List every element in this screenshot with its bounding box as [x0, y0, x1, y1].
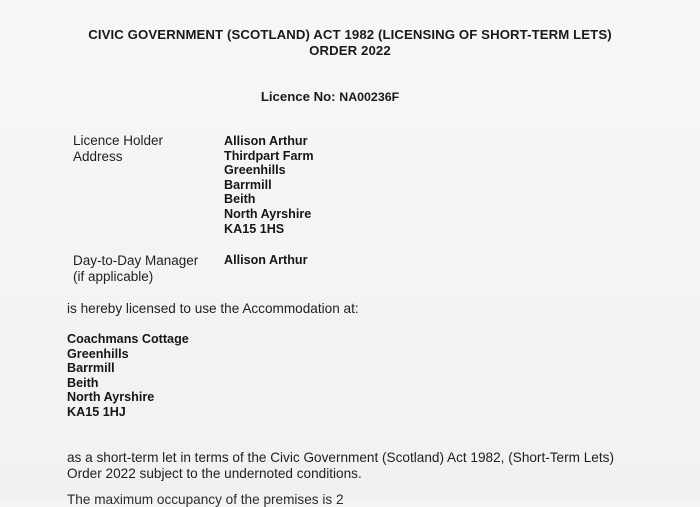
- accommodation-line: Beith: [67, 375, 99, 390]
- manager-label-note: (if applicable): [73, 269, 154, 284]
- terms-text-line-2: Order 2022 subject to the undernoted conditions.: [67, 466, 362, 481]
- holder-address-line: Beith: [224, 192, 256, 207]
- holder-address-line: KA15 1HS: [224, 221, 285, 236]
- accommodation-line: Barrmill: [67, 361, 115, 376]
- licence-number-value: NA00236F: [339, 90, 400, 104]
- licence-holder-name: Allison Arthur: [224, 134, 308, 148]
- accommodation-address: [67, 332, 189, 420]
- document-title-line-2: ORDER 2022: [309, 43, 391, 58]
- licence-number-label: Licence No:: [260, 89, 336, 104]
- licence-holder-label: Licence Holder: [73, 133, 164, 148]
- accommodation-line: KA15 1HJ: [67, 404, 126, 419]
- holder-address-line: Barrmill: [224, 177, 272, 192]
- document-title-line-1: CIVIC GOVERNMENT (SCOTLAND) ACT 1982 (LICENSING OF SHORT-TERM LETS): [88, 27, 612, 42]
- manager-label: Day-to-Day Manager: [73, 253, 199, 268]
- holder-address-line: Greenhills: [224, 163, 286, 178]
- occupancy-text-partial: The maximum occupancy of the premises is 2: [67, 492, 344, 507]
- holder-address-line: North Ayrshire: [224, 206, 312, 221]
- licence-holder-details: [224, 134, 314, 236]
- licence-number-line: [0, 89, 660, 104]
- terms-text-line-1: as a short-term let in terms of the Civic Government (Scotland) Act 1982, (Short-Term Lets): [67, 450, 614, 465]
- accommodation-line: Greenhills: [67, 346, 129, 361]
- address-label: Address: [73, 149, 123, 164]
- accommodation-line: Coachmans Cottage: [67, 332, 189, 346]
- licence-intro-text: is hereby licensed to use the Accommodation at:: [67, 301, 359, 316]
- manager-name: Allison Arthur: [224, 253, 308, 267]
- accommodation-line: North Ayrshire: [67, 390, 155, 405]
- holder-address-line: Thirdpart Farm: [224, 148, 314, 163]
